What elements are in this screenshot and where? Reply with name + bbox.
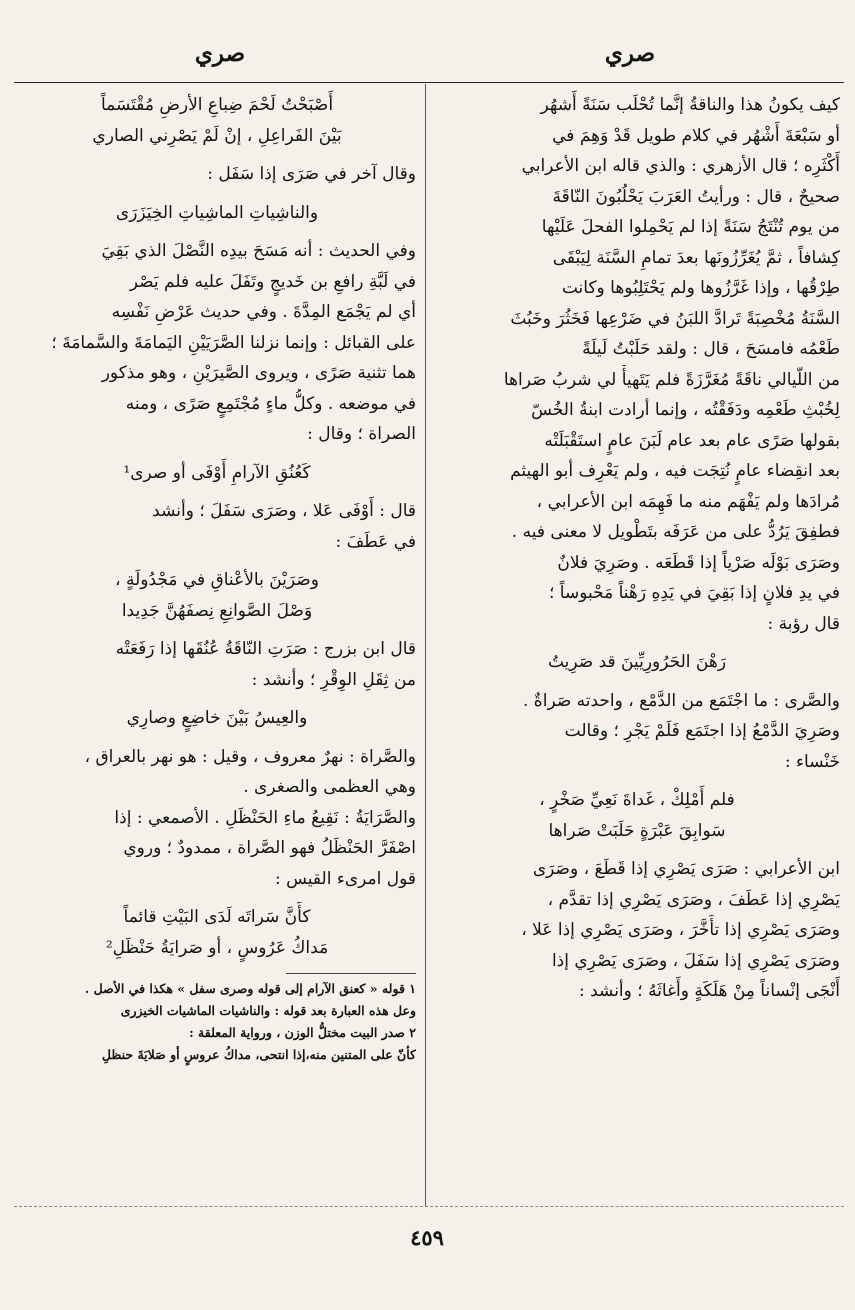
text-line: وصَرَى يَصْرِي إذا تأَخَّرَ ، وصَرَى يَصْرِي إذا عَلا ،: [521, 920, 840, 940]
text-line: أَنْجَى إنْساناً مِنْ هَلَكَةٍ وأَغاثَهُ ؛ وأنشد :: [578, 981, 840, 1001]
text-line: اصْفَرَّ الحَنْظَلُ فهو الصَّراة ، ممدودٌ ؛ وروي: [123, 838, 416, 858]
text-line: أي لم يَجْمَع المِدَّةَ . وفي حديث عَرْضِ نَفْسِه: [111, 302, 416, 322]
footnote-line: ١ قوله « كعنق الآرام إلى قوله وصرى سفل » هكذا في الأصل .: [84, 981, 416, 996]
text-line: في يدِ فلانٍ إذا بَقِيَ في يَدِهِ رَهْناً مَحْبوساً ؛: [548, 583, 840, 603]
left-verse-5: [18, 902, 416, 963]
text-line: والصَّرَايَةُ : نَقِيعُ ماءِ الحَنْظَلِ . الأصمعي : إذا: [114, 807, 416, 828]
header-entry-word-right: صري: [604, 40, 656, 67]
left-verse-3: [18, 565, 416, 626]
text-line: هما تثنية صَرًى ، ويروى الصَّيرَيْنِ ، وهو مذكور: [101, 363, 416, 383]
verse-line: وَصْلَ الصَّوانِعِ نِصفَهُنَّ جَدِيدا: [121, 600, 313, 621]
verse-line: سَوابِقَ عَبْرَةٍ حَلَبَتْ صَراها: [548, 820, 726, 841]
left-paragraph-2: [18, 236, 416, 450]
text-line: في موضعه . وكلُّ ماءٍ مُجْتَمِعٍ صَرًى ، ومنه: [125, 393, 416, 414]
left-verse-top: [18, 90, 416, 151]
text-line: مُرادَها ولم يَفْهَم منه ما فَهِمَه ابن الأعرابي ،: [536, 491, 840, 512]
left-column: [18, 90, 416, 1066]
text-line: بقولها صَرًى عام بعد عام لَبَنَ عامٍ استَقْبَلَتْه: [544, 430, 840, 451]
verse-line: كَعُنُقِ الآرامِ أَوْفَى أو صرى¹: [123, 462, 311, 483]
text-line: قال رؤبة :: [767, 613, 840, 634]
text-line: قال : أَوْفَى عَلا ، وصَرَى سَفَلَ ؛ وأنشد: [152, 501, 416, 521]
header-rule: [14, 82, 844, 83]
footnote-line: كأنّ على المتنين منه،إذا انتحى، مداكُ عروسٍ أو صَلايَةَ حنظلِ: [101, 1047, 416, 1062]
right-paragraph-3: [434, 854, 840, 1007]
text-line: وصَرِيَ الدَّمْعُ إذا اجتَمَع فَلَمْ يَجْرِ ؛ وقالت: [564, 721, 840, 741]
text-line: أو سَبْعَةَ أَشْهُر في كلام طويل قَدْ وَهِمَ في: [552, 125, 840, 146]
footnote-line: وعل هذه العبارة بعد قوله : والناشيات الماشيات الخيزرى: [120, 1003, 416, 1018]
text-line: السَّنَةُ مُخْصِبَةً تَرادَّ اللبَنُ في ضَرْعِها فَخَثُرَ وخَبُثَ: [510, 308, 840, 329]
text-line: طَعْمُه فامسَحَ ، قال : ولقد حَلَبْتُ لَيلَةً: [582, 339, 840, 359]
verse-line: فلم أَمْلِكْ ، غَداةَ نَعِيِّ صَخْرٍ ،: [539, 790, 735, 810]
verse-line: كأَنَّ سَراتَه لَدَى البَيْتِ قائماً: [123, 907, 311, 927]
text-line: على القبائل : وإنما نزلنا الصَّرَيَيْنِ اليَمامَةَ والسَّمامَةَ ؛: [51, 332, 416, 353]
left-paragraph-4: [18, 634, 416, 695]
verse-line: مَداكُ عَرُوسٍ ، أو صَرايَةُ حَنْظَلِ²: [105, 937, 329, 958]
text-line: وصَرَى يَصْرِي إذا سَفَلَ ، وصَرَى يَصْرِي إذا: [551, 950, 840, 971]
page-number: ٤٥٩: [410, 1225, 444, 1250]
verse-line: رَهْنَ الحَرُورِيِّينَ قد صَرِيتُ: [547, 652, 727, 672]
footnote-rule: [286, 973, 416, 974]
text-line: فطفِقَ يَرُدُّ على من عَرَفَه بتَطْويل لا معنى فيه .: [511, 522, 840, 542]
text-line: من اللّيالي ناقَةً مُغَرَّزَةً فلم يَتَهيأْ لي شربُ صَراها: [503, 369, 840, 390]
left-verse-1: [18, 198, 416, 229]
verse-line: أَصْبَحْتُ لَحْمَ ضِباعِ الأرضِ مُقْتَسَماً: [100, 95, 334, 115]
verse-line: والعِيسُ بَيْنَ خاضِعٍ وصارِي: [126, 708, 308, 728]
footer-rule: [14, 1206, 844, 1207]
header-entry-word-left: صري: [194, 40, 246, 67]
verse-line: بَيْنَ الفَراعِلِ ، إنْ لَمْ يَصْرِني الصاري: [92, 125, 342, 146]
left-paragraph-5: [18, 742, 416, 895]
text-line: في لَبَّةِ رافعِ بن خَديجٍ وتَفَلَ عليه فلم يَصْر: [129, 271, 416, 292]
text-line: والصَّرى : ما اجْتَمَع من الدَّمْع ، واحدته صَراةٌ .: [523, 690, 840, 711]
text-line: من ثِقَلِ الوِقْرِ ؛ وأنشد :: [251, 669, 416, 690]
text-line: كيف يكونُ هذا والناقةُ إنَّما تُحْلَب سَنَةً أَشهُر: [540, 95, 840, 115]
text-line: أَكْثَرِه ؛ قال الأزهري : والذي قاله ابن الأعرابي: [521, 156, 840, 176]
right-verse-rubah: [434, 647, 840, 678]
text-line: كِشافاً ، ثمَّ يُغَرِّزُونَها بعدَ تمامِ السَّنَة لِيَبْقَى: [552, 247, 840, 268]
text-line: الصراة ؛ وقال :: [307, 424, 416, 444]
left-paragraph-3: [18, 496, 416, 557]
verse-line: والناشِياتِ الماشِياتِ الخِيَزَرَى: [115, 202, 319, 223]
right-paragraph-1: [434, 90, 840, 639]
left-verse-4: [18, 703, 416, 734]
text-line: قول امرىء القيس :: [274, 868, 416, 889]
right-column: [434, 90, 840, 1007]
text-line: في عَطَفَ :: [335, 531, 416, 552]
text-line: والصَّراة : نهرٌ معروف ، وقيل : هو نهر بالعراق ،: [84, 746, 416, 767]
verse-line: وصَرَيْنَ بالأعْناقِ في مَجْدُولَةٍ ،: [115, 570, 319, 590]
text-line: صحيحٌ ، قال : ورأيتُ العَرَبَ يَحْلُبُونَ النّاقَةَ: [552, 186, 840, 207]
column-divider: [425, 84, 426, 1206]
text-line: وقال آخر في صَرَى إذا سَفَل :: [207, 164, 416, 184]
text-line: طِرْقُها ، وإذا غَرَّزُوها ولم يَحْتَلِبُوها وكانت: [561, 278, 840, 298]
left-verse-2: [18, 458, 416, 489]
text-line: يَصْرِي إذا عَطَفَ ، وصَرَى يَصْرِي إذا تقدَّم ،: [547, 889, 840, 910]
text-line: خَنْساء :: [784, 751, 840, 772]
text-line: لِخُبْثِ طَعْمِه ودَفَقْتُه ، وإنما أرادت ابنةُ الخُسّ: [531, 400, 840, 420]
text-line: وصَرَى بَوْلَه صَرْياً إذا قَطَعَه . وصَرِيَ فلانٌ: [557, 552, 840, 573]
footnotes: [18, 978, 416, 1066]
text-line: ابن الأعرابي : صَرَى يَصْرِي إذا قَطَعَ ، وصَرَى: [532, 859, 840, 879]
text-line: بعد انقِضاء عامٍ نُتِجَت فيه ، ولم يَعْرِف أبو الهيثم: [510, 461, 840, 481]
footnote-line: ٢ صدر البيت مختلُّ الوزن ، ورواية المعلقة :: [189, 1025, 416, 1040]
text-line: من يوم تُنْتَجُ سَنَةً إذا لم يَحْمِلوا الفحلَ عَلَيْها: [541, 217, 840, 237]
text-line: وفي الحديث : أنه مَسَحَ بيدِه النَّصْلَ الذي بَقِيَ: [101, 241, 416, 261]
text-line: وهي العظمى والصغرى .: [243, 777, 416, 797]
right-verse-khansa: [434, 785, 840, 846]
left-paragraph-1: [18, 159, 416, 190]
right-paragraph-2: [434, 686, 840, 778]
text-line: قال ابن بزرج : صَرَتِ النّاقَةُ عُنُقَها إذا رَفَعَتْه: [115, 639, 416, 659]
